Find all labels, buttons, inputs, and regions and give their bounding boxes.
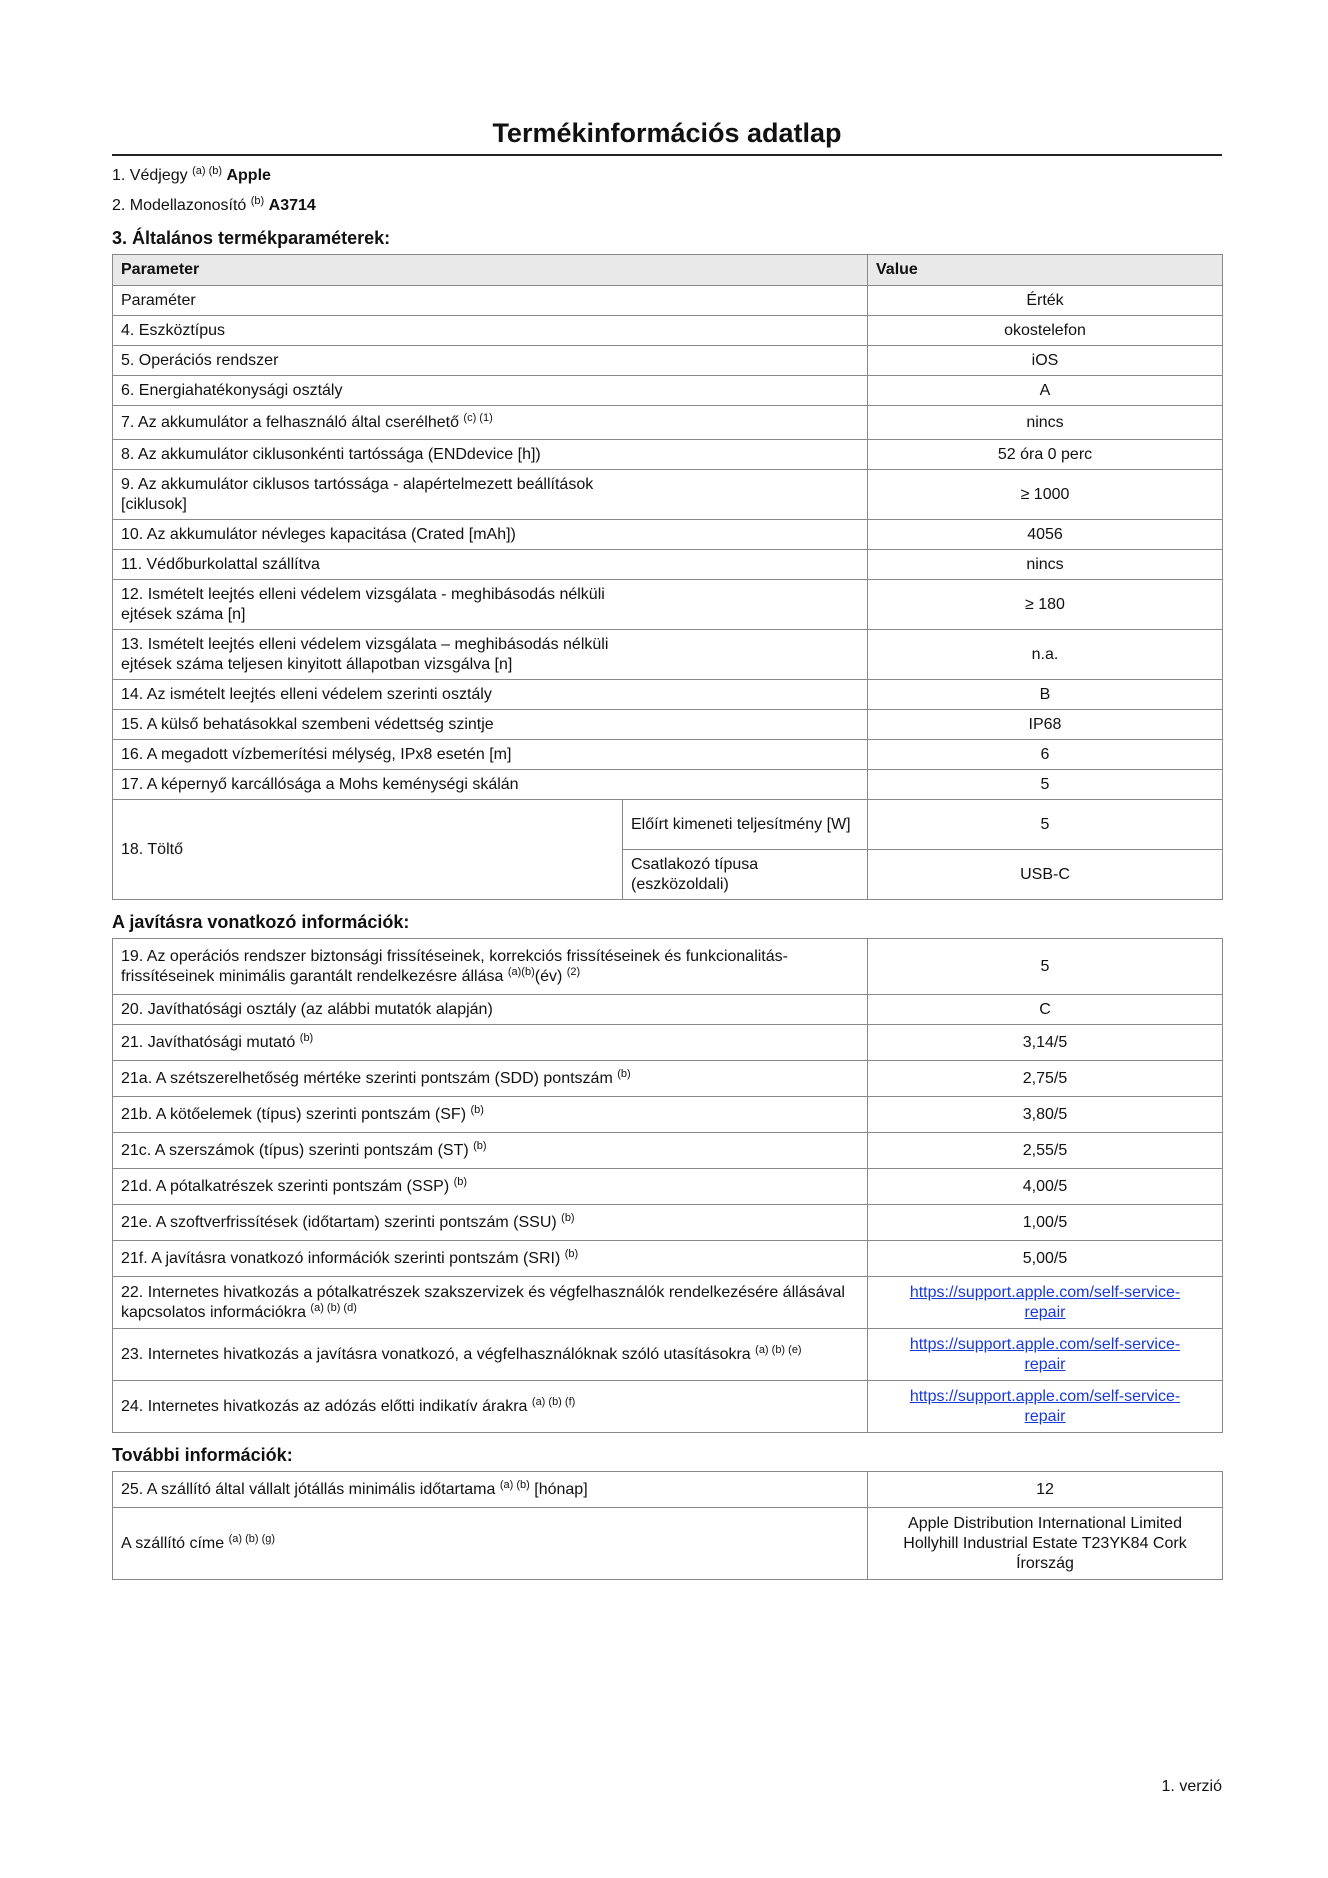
param-label-text: 8. Az akkumulátor ciklusonkénti tartóssága (ENDdevice [h]) bbox=[121, 445, 541, 463]
footnote-ref: (a) (b) (f) bbox=[531, 1395, 576, 1408]
table-row bbox=[113, 470, 1223, 520]
param-label-text: 5. Operációs rendszer bbox=[121, 351, 279, 369]
table-row bbox=[113, 939, 1223, 995]
repair-label bbox=[113, 1205, 868, 1241]
table-row bbox=[113, 376, 1223, 406]
table-row bbox=[113, 1508, 1223, 1580]
param-label bbox=[113, 550, 868, 580]
table-row bbox=[113, 770, 1223, 800]
warranty-footnote: (a) (b) bbox=[499, 1478, 530, 1491]
table-row bbox=[113, 630, 1223, 680]
param-label bbox=[113, 770, 868, 800]
param-label bbox=[113, 680, 868, 710]
repair-label bbox=[113, 939, 868, 995]
link-label-text: 22. Internetes hivatkozás a pótalkatrészek szakszervizek és végfelhasználók rendelkezésére állásával kapcsolatos információkra bbox=[121, 1283, 845, 1321]
repair-label-text: 21a. A szétszerelhetőség mértéke szerinti pontszám (SDD) pontszám bbox=[121, 1069, 613, 1087]
footnote-ref: (a) (b) (d) bbox=[310, 1301, 357, 1314]
warranty-label-cell bbox=[113, 1472, 868, 1508]
repair-label bbox=[113, 1241, 868, 1277]
brand-label: 1. Védjegy bbox=[112, 167, 188, 184]
table-row bbox=[113, 406, 1223, 440]
charger-sub-label: Előírt kimeneti teljesítmény [W] bbox=[623, 800, 868, 850]
footnote-ref: (b) bbox=[470, 1103, 484, 1116]
supplier-address-line: Apple Distribution International Limited bbox=[908, 1514, 1182, 1532]
header-value: Value bbox=[868, 255, 1223, 286]
supplier-label-cell bbox=[113, 1508, 868, 1580]
repair-value: 3,14/5 bbox=[868, 1025, 1223, 1061]
general-params-table bbox=[112, 254, 1223, 900]
supplier-address-line: Írország bbox=[1016, 1554, 1074, 1572]
param-label bbox=[113, 580, 868, 630]
repair-label bbox=[113, 1097, 868, 1133]
footnote-ref: (a) (b) (e) bbox=[755, 1343, 802, 1356]
supplier-address bbox=[868, 1508, 1223, 1580]
footnote-ref: (c) (1) bbox=[463, 411, 493, 424]
footnote-ref: (b) bbox=[299, 1031, 314, 1044]
repair-label-text: 21. Javíthatósági mutató bbox=[121, 1033, 296, 1051]
link-cell bbox=[868, 1329, 1223, 1381]
param-value: nincs bbox=[868, 550, 1223, 580]
link-label bbox=[113, 1277, 868, 1329]
repair-label bbox=[113, 995, 868, 1025]
brand-footnote: (a) (b) bbox=[192, 165, 223, 177]
self-service-repair-link[interactable]: https://support.apple.com/self-service-repair bbox=[909, 1335, 1181, 1373]
table-row bbox=[113, 316, 1223, 346]
param-label-text: 11. Védőburkolattal szállítva bbox=[121, 555, 320, 573]
param-label bbox=[113, 520, 868, 550]
table-row bbox=[113, 1061, 1223, 1097]
repair-value: 5,00/5 bbox=[868, 1241, 1223, 1277]
repair-label-text: 21f. A javításra vonatkozó információk szerinti pontszám (SRI) bbox=[121, 1249, 561, 1267]
param-label-text: 17. A képernyő karcállósága a Mohs keménységi skálán bbox=[121, 775, 519, 793]
param-value: 52 óra 0 perc bbox=[868, 440, 1223, 470]
repair-label-text: 20. Javíthatósági osztály (az alábbi mutatók alapján) bbox=[121, 1000, 493, 1018]
repair-value: 5 bbox=[868, 939, 1223, 995]
table-row bbox=[113, 680, 1223, 710]
warranty-label: 25. A szállító által vállalt jótállás minimális időtartama bbox=[121, 1480, 496, 1498]
repair-label bbox=[113, 1061, 868, 1097]
model-label: 2. Modellazonosító bbox=[112, 197, 247, 214]
brand-line bbox=[112, 166, 1222, 186]
model-line bbox=[112, 196, 1222, 216]
charger-sub-label: Csatlakozó típusa (eszközoldali) bbox=[623, 850, 868, 900]
table-row bbox=[113, 1241, 1223, 1277]
repair-label bbox=[113, 1025, 868, 1061]
model-value: A3714 bbox=[268, 197, 316, 214]
header-parameter: Parameter bbox=[113, 255, 868, 286]
warranty-value: 12 bbox=[868, 1472, 1223, 1508]
param-label-text: 15. A külső behatásokkal szembeni védettség szintje bbox=[121, 715, 494, 733]
version-label: 1. verzió bbox=[1161, 1778, 1222, 1795]
param-label-text: 13. Ismételt leejtés elleni védelem vizsgálata – meghibásodás nélküli ejtések száma teljesen kinyitott állapotban vizsgálva [n] bbox=[121, 635, 609, 673]
charger-label: 18. Töltő bbox=[113, 800, 623, 900]
repair-value: 1,00/5 bbox=[868, 1205, 1223, 1241]
link-cell bbox=[868, 1381, 1223, 1433]
table-row bbox=[113, 1097, 1223, 1133]
param-label bbox=[113, 316, 868, 346]
link-label-text: 23. Internetes hivatkozás a javításra vonatkozó, a végfelhasználóknak szóló utasításokra bbox=[121, 1345, 751, 1363]
self-service-repair-link[interactable]: https://support.apple.com/self-service-repair bbox=[909, 1387, 1181, 1425]
charger-sub-value: 5 bbox=[868, 800, 1223, 850]
table-row bbox=[113, 1329, 1223, 1381]
table-row bbox=[113, 740, 1223, 770]
brand-value: Apple bbox=[226, 167, 271, 184]
repair-label-text: 19. Az operációs rendszer biztonsági frissítéseinek, korrekciós frissítéseinek és funkcionalitás-frissítéseinek minimális garantált rendelkezésre állása bbox=[121, 947, 788, 985]
param-label-text: 16. A megadott vízbemerítési mélység, IPx8 esetén [m] bbox=[121, 745, 512, 763]
param-label-text: 14. Az ismételt leejtés elleni védelem szerinti osztály bbox=[121, 685, 492, 703]
param-value: n.a. bbox=[868, 630, 1223, 680]
param-label bbox=[113, 346, 868, 376]
param-value: ≥ 1000 bbox=[868, 470, 1223, 520]
table-row bbox=[113, 1169, 1223, 1205]
repair-label bbox=[113, 1169, 868, 1205]
table-row bbox=[113, 1205, 1223, 1241]
table-row bbox=[113, 1472, 1223, 1508]
repair-value: 2,55/5 bbox=[868, 1133, 1223, 1169]
model-footnote: (b) bbox=[250, 195, 265, 207]
footnote-ref: (b) bbox=[453, 1175, 468, 1188]
footnote-ref: (b) bbox=[473, 1139, 487, 1152]
param-label-text: 12. Ismételt leejtés elleni védelem vizsgálata - meghibásodás nélküli ejtések száma [n] bbox=[121, 585, 605, 623]
product-info-sheet bbox=[112, 112, 1222, 1580]
param-label bbox=[113, 740, 868, 770]
param-value: IP68 bbox=[868, 710, 1223, 740]
self-service-repair-link[interactable]: https://support.apple.com/self-service-repair bbox=[909, 1283, 1181, 1321]
param-label-text: 4. Eszköztípus bbox=[121, 321, 226, 339]
repair-label-text: 21c. A szerszámok (típus) szerinti pontszám (ST) bbox=[121, 1141, 469, 1159]
link-label-text: 24. Internetes hivatkozás az adózás előtti indikatív árakra bbox=[121, 1397, 528, 1415]
param-label bbox=[113, 470, 868, 520]
table-row bbox=[113, 800, 1223, 850]
repair-value: 4,00/5 bbox=[868, 1169, 1223, 1205]
param-label bbox=[113, 406, 868, 440]
table-row bbox=[113, 286, 1223, 316]
table-row bbox=[113, 580, 1223, 630]
param-value: B bbox=[868, 680, 1223, 710]
param-label-text: Paraméter bbox=[121, 291, 196, 309]
param-label-text: 6. Energiahatékonysági osztály bbox=[121, 381, 343, 399]
repair-heading: A javításra vonatkozó információk: bbox=[112, 912, 410, 932]
param-value: 4056 bbox=[868, 520, 1223, 550]
footnote-ref: (2) bbox=[566, 965, 581, 978]
footnote-ref: (a)(b) bbox=[507, 965, 535, 978]
repair-label-text: 21b. A kötőelemek (típus) szerinti pontszám (SF) bbox=[121, 1105, 467, 1123]
more-heading: További információk: bbox=[112, 1445, 293, 1465]
table-row bbox=[113, 346, 1223, 376]
footnote-ref: (b) bbox=[564, 1247, 579, 1260]
param-value: Érték bbox=[868, 286, 1223, 316]
footnote-ref: (b) bbox=[561, 1211, 575, 1224]
repair-label-text: 21d. A pótalkatrészek szerinti pontszám (SSP) bbox=[121, 1177, 450, 1195]
param-value: ≥ 180 bbox=[868, 580, 1223, 630]
repair-label bbox=[113, 1133, 868, 1169]
param-value: iOS bbox=[868, 346, 1223, 376]
link-label bbox=[113, 1381, 868, 1433]
table-row bbox=[113, 1381, 1223, 1433]
link-label bbox=[113, 1329, 868, 1381]
repair-value: 3,80/5 bbox=[868, 1097, 1223, 1133]
repair-value: 2,75/5 bbox=[868, 1061, 1223, 1097]
table-row bbox=[113, 1277, 1223, 1329]
param-value: 5 bbox=[868, 770, 1223, 800]
param-label-text: 9. Az akkumulátor ciklusos tartóssága - alapértelmezett beállítások [ciklusok] bbox=[121, 475, 594, 513]
param-label-text: 10. Az akkumulátor névleges kapacitása (Crated [mAh]) bbox=[121, 525, 516, 543]
supplier-label: A szállító címe bbox=[121, 1534, 225, 1552]
section3-heading: 3. Általános termékparaméterek: bbox=[112, 228, 391, 248]
param-label bbox=[113, 630, 868, 680]
table-row bbox=[113, 550, 1223, 580]
repair-label-text: 21e. A szoftverfrissítések (időtartam) szerinti pontszám (SSU) bbox=[121, 1213, 557, 1231]
table-row bbox=[113, 995, 1223, 1025]
param-label bbox=[113, 440, 868, 470]
param-label bbox=[113, 376, 868, 406]
param-label-text: 7. Az akkumulátor a felhasználó által cserélhető bbox=[121, 413, 459, 431]
table-row bbox=[113, 1133, 1223, 1169]
warranty-unit: [hónap] bbox=[534, 1480, 588, 1498]
table-row bbox=[113, 440, 1223, 470]
repair-table bbox=[112, 938, 1223, 1433]
page-title: Termékinformációs adatlap bbox=[112, 112, 1222, 156]
param-value: okostelefon bbox=[868, 316, 1223, 346]
param-value: 6 bbox=[868, 740, 1223, 770]
supplier-footnote: (a) (b) (g) bbox=[228, 1532, 276, 1545]
param-label bbox=[113, 710, 868, 740]
charger-sub-value: USB-C bbox=[868, 850, 1223, 900]
more-info-table bbox=[112, 1471, 1223, 1580]
repair-value: C bbox=[868, 995, 1223, 1025]
link-cell bbox=[868, 1277, 1223, 1329]
supplier-address-line: Hollyhill Industrial Estate T23YK84 Cork bbox=[903, 1534, 1187, 1552]
repair-unit: (év) bbox=[534, 967, 563, 985]
param-value: A bbox=[868, 376, 1223, 406]
param-value: nincs bbox=[868, 406, 1223, 440]
footnote-ref: (b) bbox=[617, 1067, 631, 1080]
table-row bbox=[113, 710, 1223, 740]
table-row bbox=[113, 1025, 1223, 1061]
table-row bbox=[113, 520, 1223, 550]
param-label bbox=[113, 286, 868, 316]
